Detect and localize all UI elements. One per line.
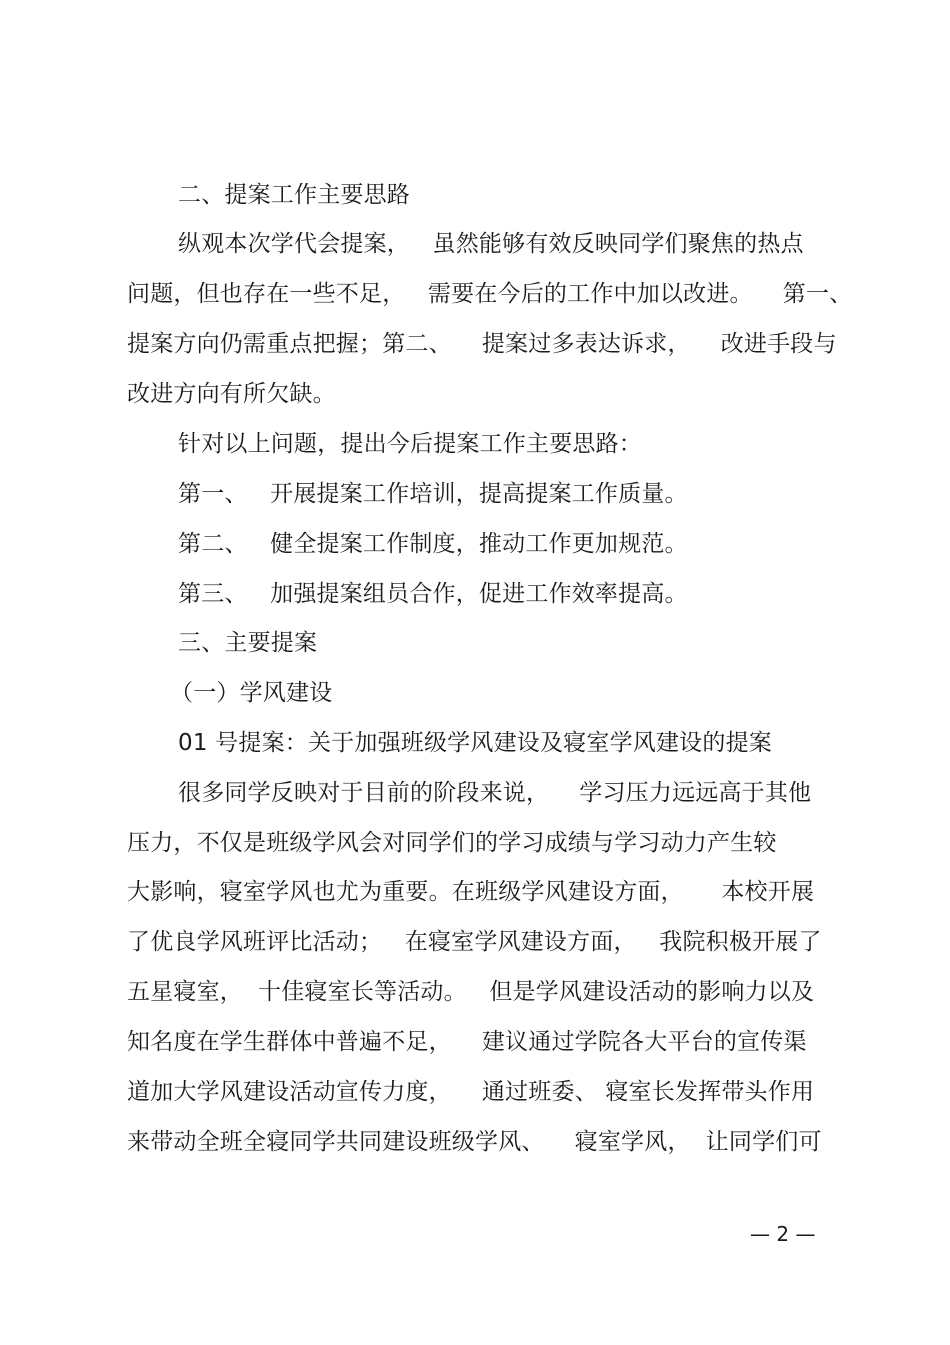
paragraph-line: 问题，但也存在一些不足， 需要在今后的工作中加以改进。 第一、 (127, 281, 853, 307)
section-heading-2: 二、提案工作主要思路 (178, 182, 410, 208)
paragraph-line: 很多同学反映对于目前的阶段来说， 学习压力远远高于其他 (178, 780, 812, 806)
paragraph-line: 道加大学风建设活动宣传力度， 通过班委、 寝室长发挥带头作用 (127, 1079, 815, 1105)
list-item-1: 第一、 开展提案工作培训，提高提案工作质量。 (178, 481, 688, 507)
paragraph-line: 改进方向有所欠缺。 (127, 381, 336, 407)
paragraph-line: 来带动全班全寝同学共同建设班级学风、 寝室学风， 让同学们可 (127, 1129, 822, 1155)
paragraph-line: 大影响，寝室学风也尤为重要。在班级学风建设方面， 本校开展 (127, 879, 815, 905)
paragraph-line: 纵观本次学代会提案， 虽然能够有效反映同学们聚焦的热点 (178, 231, 804, 257)
paragraph-line: 压力，不仅是班级学风会对同学们的学习成绩与学习动力产生较 (127, 830, 777, 856)
paragraph-line: 针对以上问题，提出今后提案工作主要思路： (178, 431, 642, 457)
paragraph-line: 知名度在学生群体中普遍不足， 建议通过学院各大平台的宣传渠 (127, 1029, 807, 1055)
proposal-title: 01 号提案：关于加强班级学风建设及寝室学风建设的提案 (178, 730, 772, 756)
subsection-heading: （一）学风建设 (170, 680, 333, 706)
paragraph-line: 了优良学风班评比活动； 在寝室学风建设方面， 我院积极开展了 (127, 929, 822, 955)
list-item-2: 第二、 健全提案工作制度，推动工作更加规范。 (178, 531, 688, 557)
section-heading-3: 三、主要提案 (178, 630, 318, 656)
page-number: — 2 — (750, 1222, 816, 1246)
paragraph-line: 提案方向仍需重点把握；第二、 提案过多表达诉求， 改进手段与 (127, 331, 837, 357)
paragraph-line: 五星寝室， 十佳寝室长等活动。 但是学风建设活动的影响力以及 (127, 979, 815, 1005)
list-item-3: 第三、 加强提案组员合作，促进工作效率提高。 (178, 581, 688, 607)
